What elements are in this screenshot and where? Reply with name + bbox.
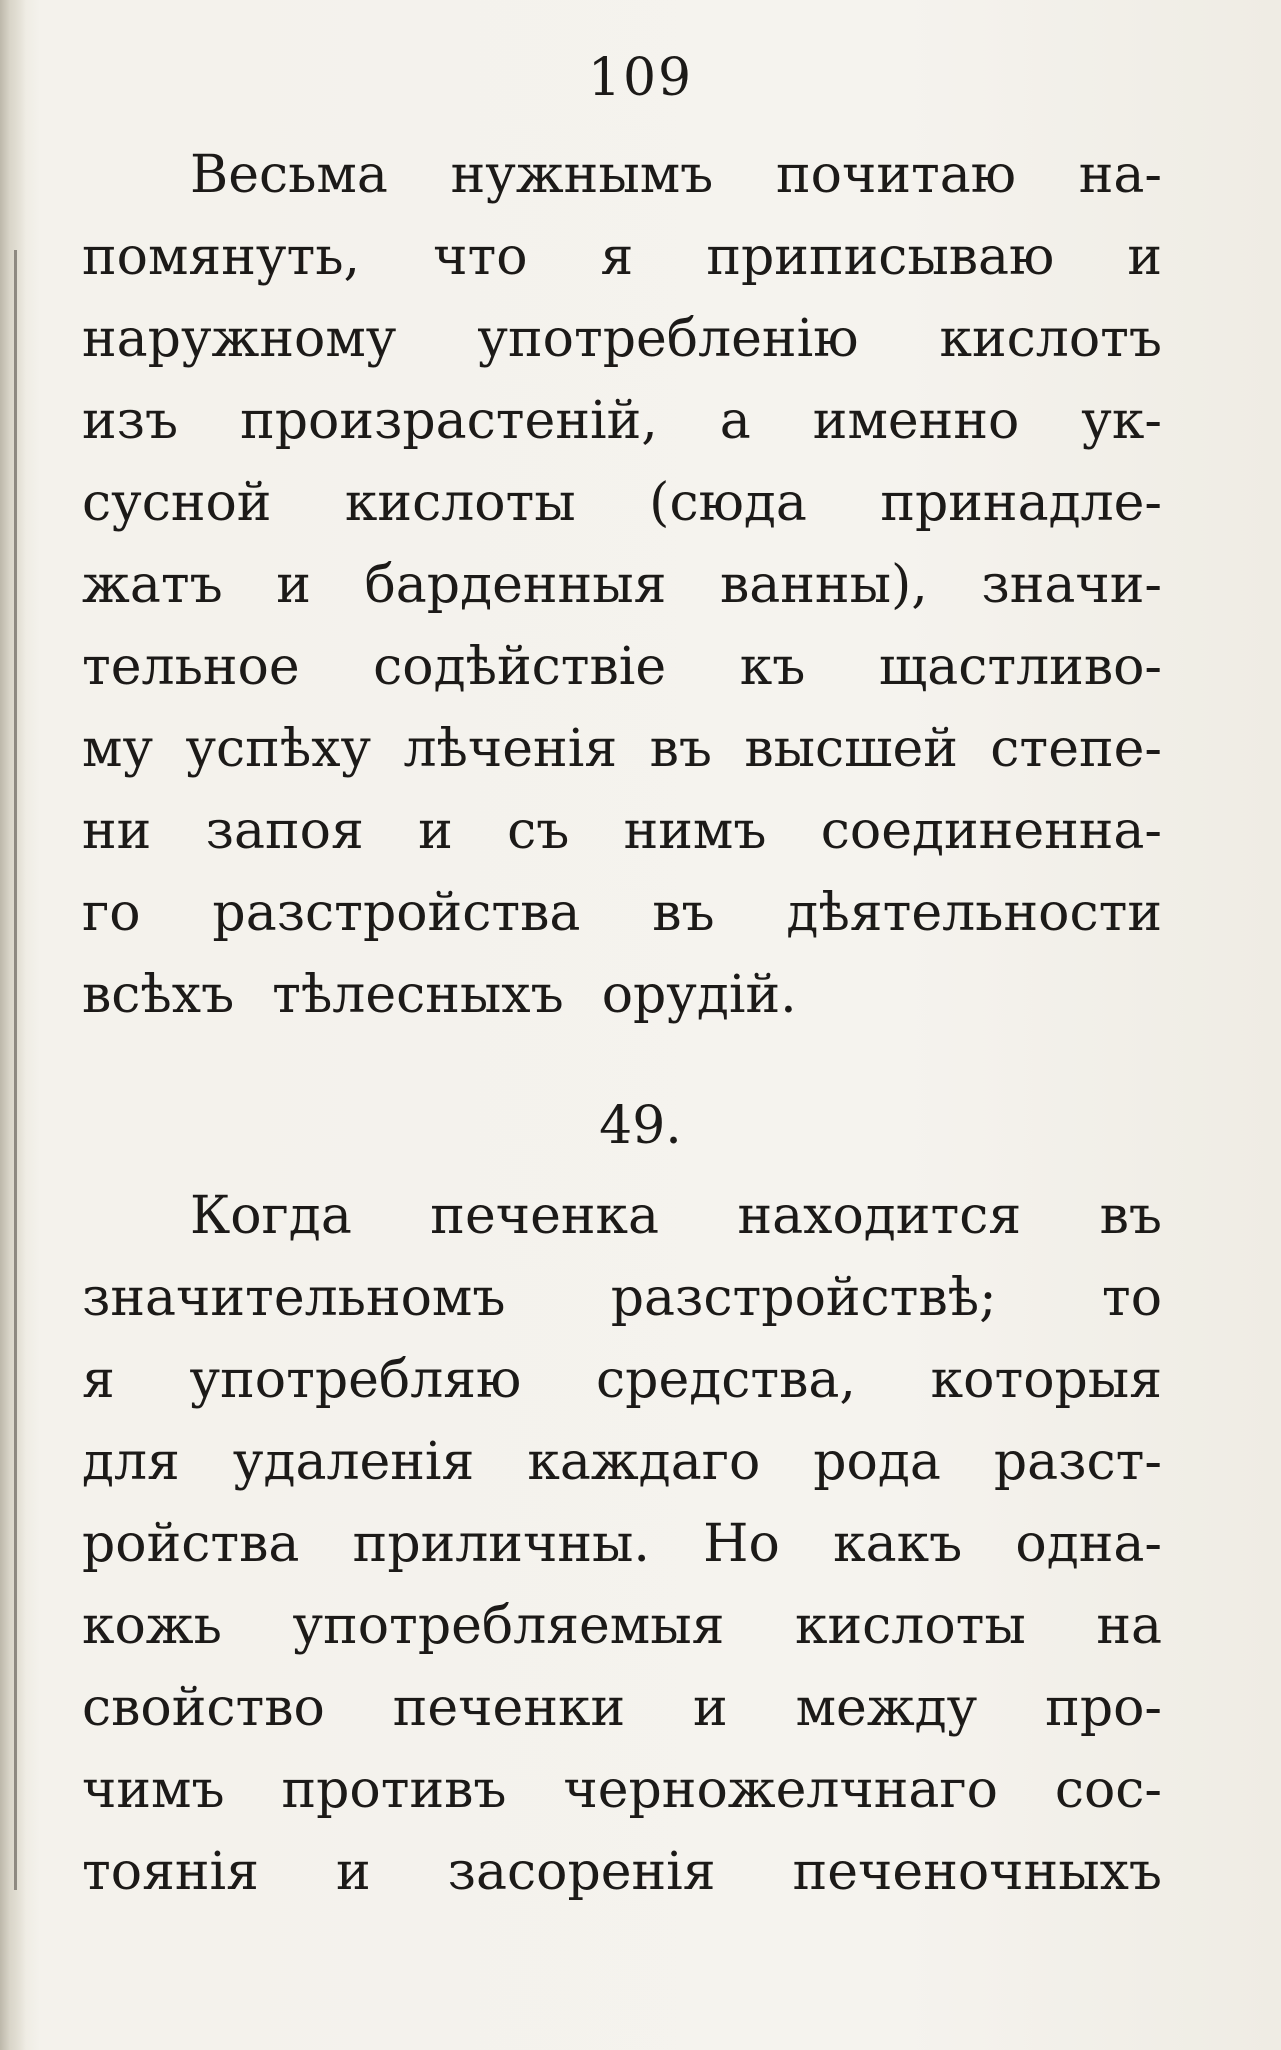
text-line bbox=[82, 1667, 1162, 1749]
section-number: 49. bbox=[599, 1096, 682, 1156]
word: печенка bbox=[430, 1186, 660, 1246]
word: печеночныхъ bbox=[792, 1842, 1162, 1902]
text-line bbox=[82, 1585, 1162, 1667]
word: въ bbox=[649, 719, 712, 779]
word: удаленія bbox=[232, 1432, 475, 1492]
word: въ bbox=[652, 883, 715, 943]
text-line bbox=[82, 216, 1162, 298]
word: и bbox=[693, 1678, 728, 1738]
word: го bbox=[82, 883, 141, 943]
word: значительномъ bbox=[82, 1268, 506, 1328]
text-line bbox=[82, 1831, 1162, 1913]
word: Но bbox=[703, 1514, 780, 1574]
word: то bbox=[1101, 1268, 1162, 1328]
word: щастливо- bbox=[878, 637, 1162, 697]
word: для bbox=[82, 1432, 180, 1492]
text-line bbox=[82, 380, 1162, 462]
word: нужнымъ bbox=[450, 145, 714, 205]
word: рода bbox=[813, 1432, 941, 1492]
word: а bbox=[719, 391, 751, 451]
word: произрастеній, bbox=[240, 391, 658, 451]
word: черножелчнаго bbox=[563, 1760, 998, 1820]
word: въ bbox=[1099, 1186, 1162, 1246]
text-line bbox=[82, 1339, 1162, 1421]
text-line bbox=[82, 626, 1162, 708]
word: разстройства bbox=[212, 883, 581, 943]
word: ук- bbox=[1081, 391, 1162, 451]
word: барденныя bbox=[364, 555, 667, 615]
word: ванны), bbox=[719, 555, 928, 615]
word: жатъ bbox=[82, 555, 223, 615]
text-line bbox=[82, 872, 1162, 954]
word: ройства bbox=[82, 1514, 300, 1574]
word: степе- bbox=[990, 719, 1162, 779]
text-line bbox=[82, 1749, 1162, 1831]
word: лѣченія bbox=[403, 719, 618, 779]
text-line bbox=[82, 708, 1162, 790]
word: тоянія bbox=[82, 1842, 259, 1902]
word: принадле- bbox=[880, 473, 1162, 533]
word: кислоты bbox=[795, 1596, 1026, 1656]
word: и bbox=[335, 1842, 371, 1902]
word: чимъ bbox=[82, 1760, 225, 1820]
text-line bbox=[82, 1257, 1162, 1339]
word: сос- bbox=[1054, 1760, 1162, 1820]
word: и bbox=[276, 555, 311, 615]
page-number: 109 bbox=[587, 48, 694, 108]
text-line bbox=[82, 954, 1162, 1036]
text-line bbox=[82, 790, 1162, 872]
text-line bbox=[82, 544, 1162, 626]
word: средства, bbox=[596, 1350, 856, 1410]
word: кислоты bbox=[344, 473, 576, 533]
text-line bbox=[82, 1503, 1162, 1585]
word: находится bbox=[737, 1186, 1022, 1246]
word: запоя bbox=[205, 801, 364, 861]
word: значи- bbox=[981, 555, 1162, 615]
text-line bbox=[82, 298, 1162, 380]
word: ни bbox=[82, 801, 152, 861]
word: и bbox=[1127, 227, 1162, 287]
binding-edge bbox=[14, 250, 17, 1890]
word: содѣйствіе bbox=[373, 637, 667, 697]
paragraph-48-text bbox=[82, 134, 1162, 1036]
word: соединенна- bbox=[820, 801, 1162, 861]
paragraph-49-text bbox=[82, 1175, 1162, 1913]
word: что bbox=[433, 227, 528, 287]
word: засоренія bbox=[447, 1842, 716, 1902]
word: помянуть, bbox=[82, 227, 361, 287]
word: каждаго bbox=[527, 1432, 761, 1492]
word: кислотъ bbox=[939, 309, 1162, 369]
word: приписываю bbox=[706, 227, 1055, 287]
word: одна- bbox=[1015, 1514, 1162, 1574]
word: употребляемыя bbox=[292, 1596, 725, 1656]
word: на- bbox=[1078, 145, 1162, 205]
word: Когда bbox=[190, 1186, 352, 1246]
word: употребленію bbox=[477, 309, 859, 369]
word: разстройствѣ; bbox=[610, 1268, 997, 1328]
word: му bbox=[82, 719, 154, 779]
word: высшей bbox=[744, 719, 958, 779]
binding-shadow bbox=[0, 0, 26, 2050]
word: съ bbox=[507, 801, 570, 861]
word: на bbox=[1096, 1596, 1162, 1656]
word: нимъ bbox=[623, 801, 767, 861]
word: тѣлесныхъ bbox=[272, 965, 564, 1025]
word: которыя bbox=[930, 1350, 1162, 1410]
word: печенки bbox=[392, 1678, 626, 1738]
word: свойство bbox=[82, 1678, 325, 1738]
text-line bbox=[82, 1175, 1162, 1257]
word: орудій. bbox=[601, 965, 797, 1025]
word: къ bbox=[739, 637, 806, 697]
word: успѣху bbox=[185, 719, 372, 779]
word: приличны. bbox=[352, 1514, 650, 1574]
word: Весьма bbox=[190, 145, 388, 205]
text-line bbox=[82, 462, 1162, 544]
word: всѣхъ bbox=[82, 965, 235, 1025]
word: про- bbox=[1045, 1678, 1162, 1738]
word: я bbox=[600, 227, 634, 287]
word: изъ bbox=[82, 391, 179, 451]
word: какъ bbox=[833, 1514, 963, 1574]
word: наружному bbox=[82, 309, 397, 369]
word: дѣятельности bbox=[786, 883, 1162, 943]
word: противъ bbox=[281, 1760, 507, 1820]
word: я bbox=[82, 1350, 115, 1410]
word: сусной bbox=[82, 473, 272, 533]
word: тельное bbox=[82, 637, 300, 697]
text-line bbox=[82, 134, 1162, 216]
word: разст- bbox=[993, 1432, 1162, 1492]
word: именно bbox=[812, 391, 1020, 451]
word: между bbox=[795, 1678, 978, 1738]
word: и bbox=[418, 801, 453, 861]
word: кожь bbox=[82, 1596, 222, 1656]
word: употребляю bbox=[189, 1350, 522, 1410]
text-line bbox=[82, 1421, 1162, 1503]
word: почитаю bbox=[775, 145, 1017, 205]
word: (сюда bbox=[649, 473, 807, 533]
